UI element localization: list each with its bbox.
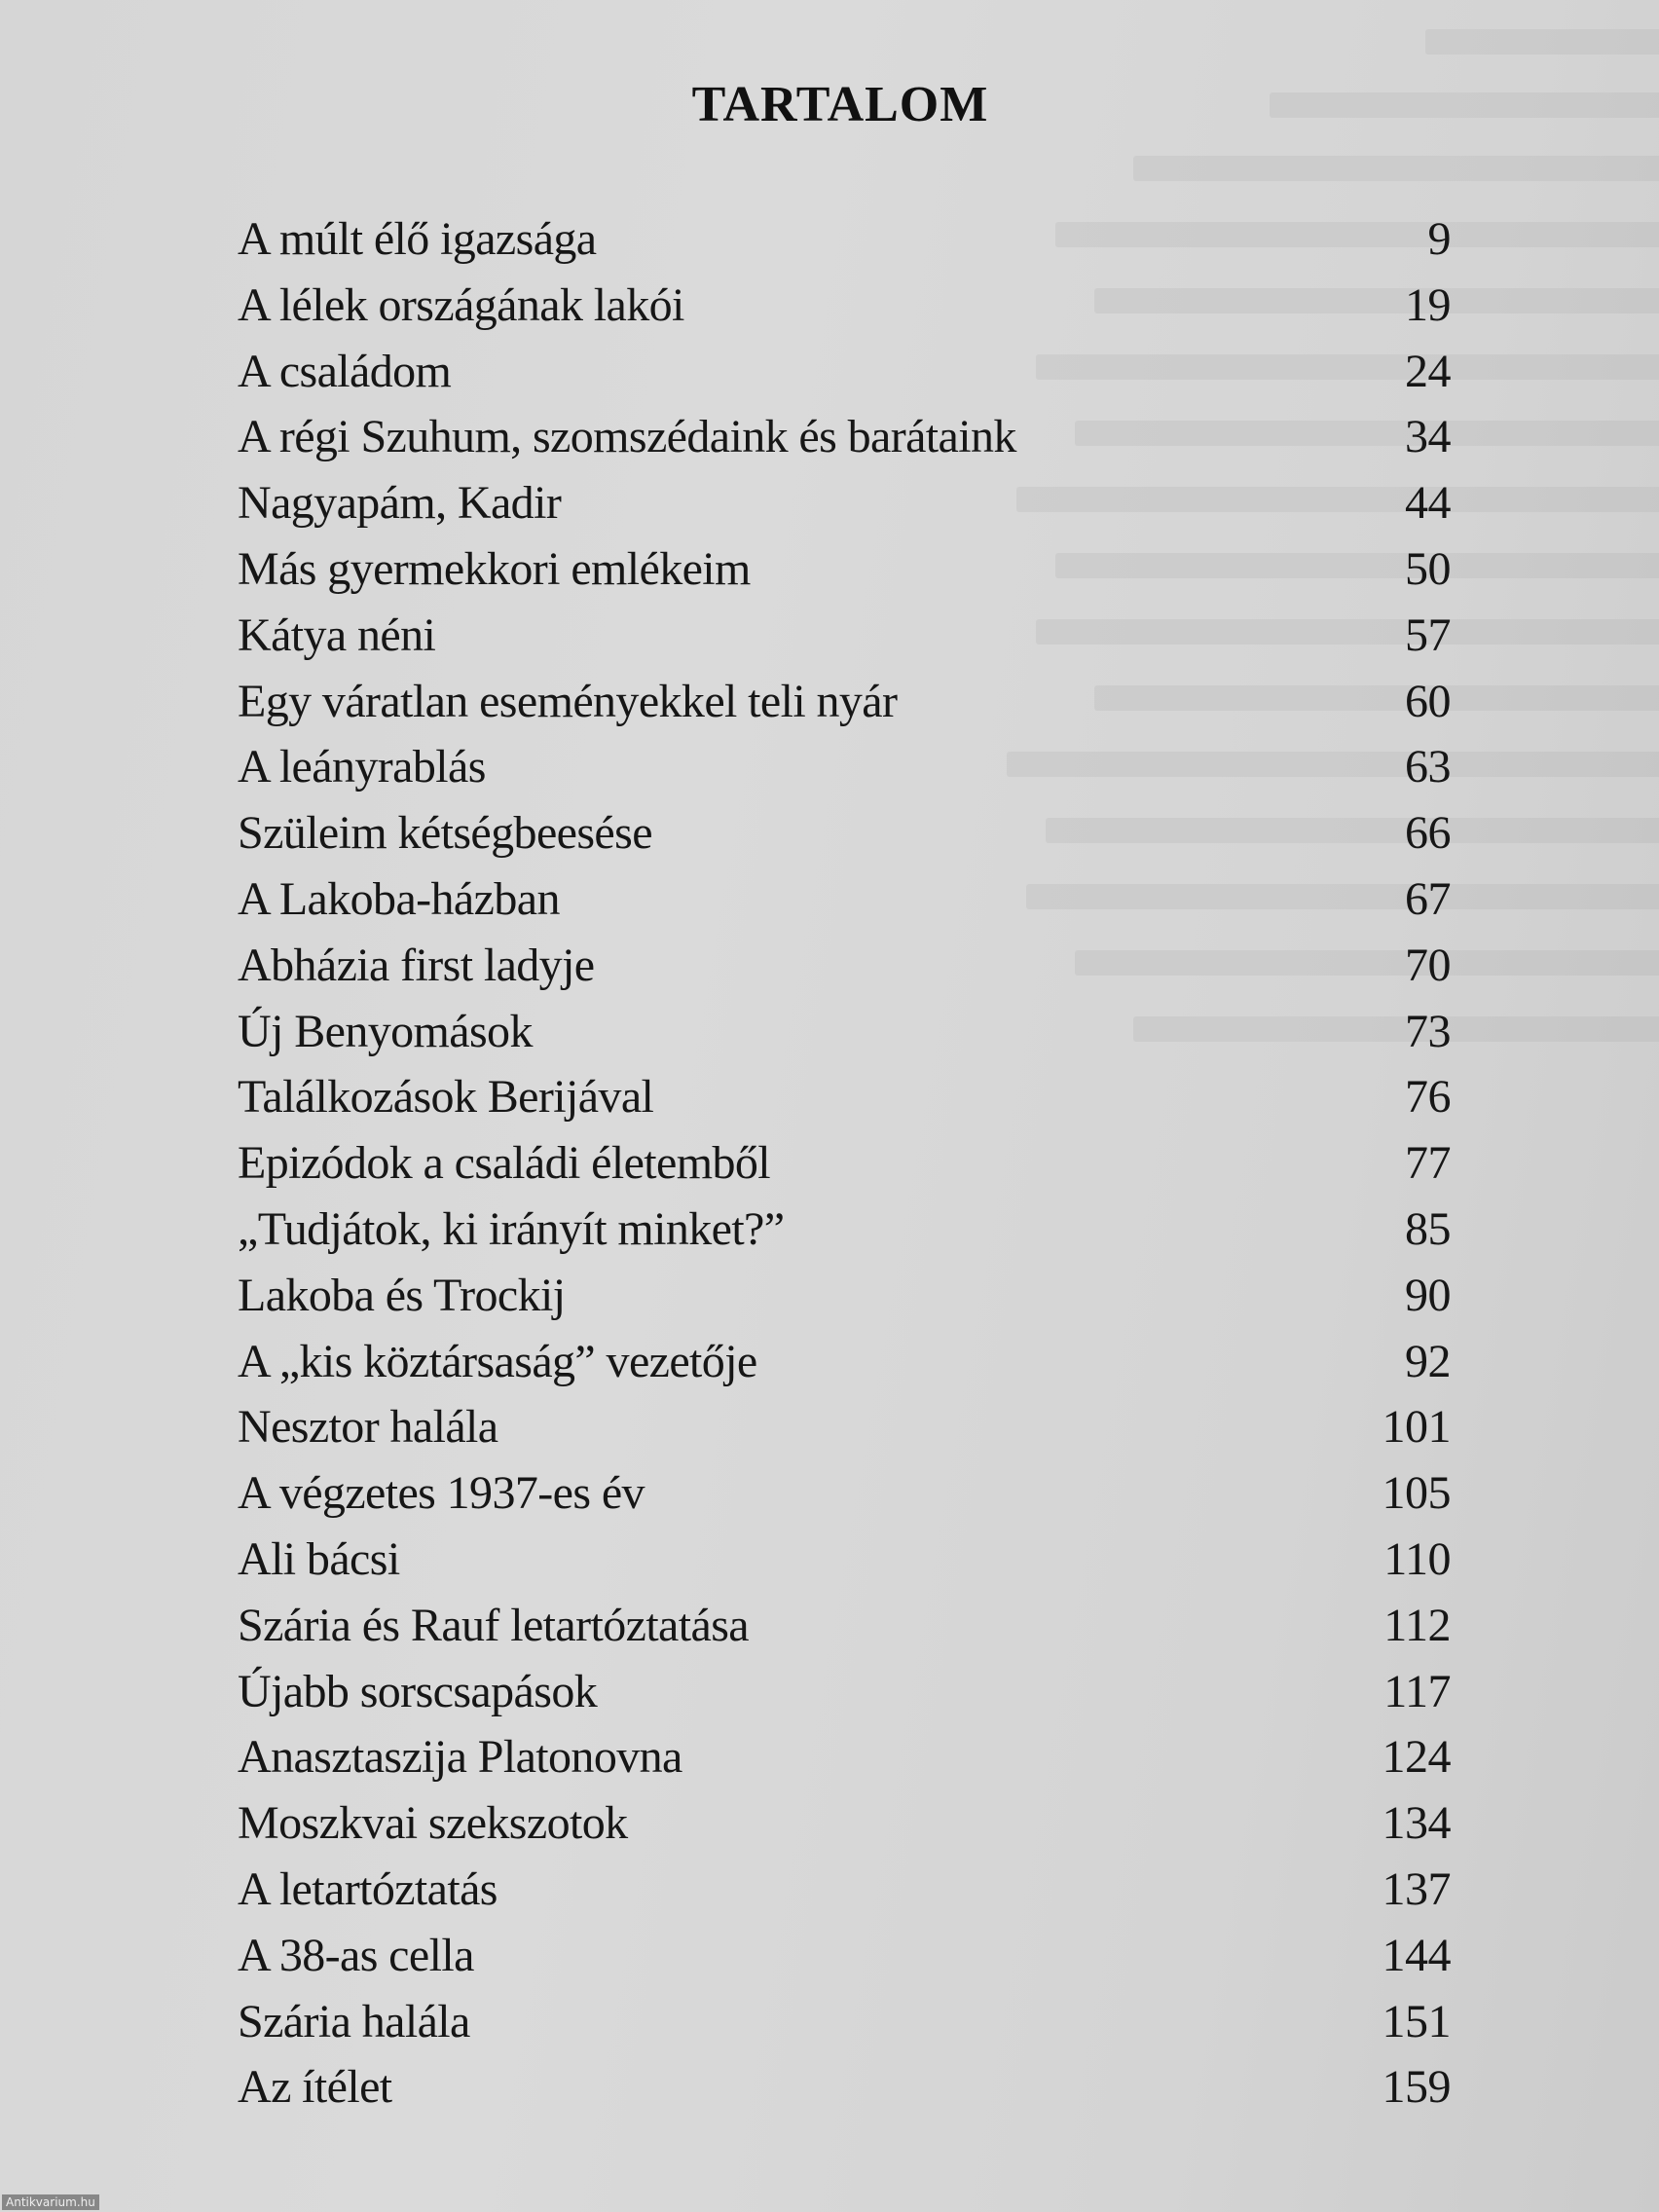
page-title [0,76,1659,133]
toc-entry [238,470,1451,536]
toc-entry [238,1130,1451,1197]
toc-entry-page: 101 [1382,1401,1451,1454]
toc-entry [238,1593,1451,1659]
toc-entry-page: 76 [1405,1071,1451,1124]
toc-entry-page: 105 [1382,1467,1451,1520]
toc-entry-page: 44 [1405,477,1451,530]
toc-entry [238,1263,1451,1329]
toc-entry-page: 144 [1382,1929,1451,1981]
toc-entry-title: Moszkvai szekszotok [238,1797,628,1850]
toc-entry [238,1724,1451,1790]
toc-entry-title: A végzetes 1937-es év [238,1467,645,1520]
toc-entry-title: Új Benyomások [238,1005,533,1057]
toc-entry [238,1394,1451,1460]
toc-entry-page: 77 [1405,1137,1451,1190]
toc-entry-page: 85 [1405,1202,1451,1255]
toc-entry-title: A lélek országának lakói [238,278,684,331]
toc-entry-page: 73 [1405,1005,1451,1057]
toc-entry [238,273,1451,339]
toc-entry-title: Egy váratlan eseményekkel teli nyár [238,675,898,727]
toc-entry [238,1329,1451,1395]
toc-entry-title: A „kis köztársaság” vezetője [238,1335,757,1387]
toc-entry-page: 90 [1405,1269,1451,1321]
watermark: Antikvarium.hu [2,2194,99,2210]
toc-entry-page: 57 [1405,608,1451,661]
toc-entry-title: Szária és Rauf letartóztatása [238,1599,749,1651]
toc-entry-page: 151 [1382,1995,1451,2047]
toc-entry [238,734,1451,800]
toc-entry [238,1197,1451,1263]
toc-entry-page: 63 [1405,741,1451,793]
table-of-contents [238,206,1451,2120]
toc-entry [238,603,1451,669]
toc-entry-page: 9 [1427,213,1451,265]
toc-entry-title: Nesztor halála [238,1401,498,1454]
toc-entry-title: Szüleim kétségbeesése [238,807,652,860]
toc-entry [238,1857,1451,1923]
toc-entry-title: Nagyapám, Kadir [238,477,562,530]
page-title-text: TARTALOM [691,77,989,132]
toc-entry-page: 92 [1405,1335,1451,1387]
toc-entry-title: A leányrablás [238,741,486,793]
toc-entry-title: A régi Szuhum, szomszédaink és barátaink [238,411,1016,463]
toc-entry-page: 50 [1405,542,1451,595]
toc-entry-page: 66 [1405,807,1451,860]
toc-entry-title: Ali bácsi [238,1532,400,1585]
toc-entry [238,1460,1451,1527]
toc-entry-title: A múlt élő igazsága [238,213,597,265]
toc-entry-title: „Tudjátok, ki irányít minket?” [238,1202,785,1255]
toc-entry-title: A Lakoba-házban [238,872,560,925]
toc-entry [238,669,1451,735]
toc-entry-title: Epizódok a családi életemből [238,1137,770,1190]
toc-entry-page: 124 [1382,1731,1451,1784]
toc-entry [238,339,1451,405]
toc-entry [238,404,1451,470]
toc-entry-title: A családom [238,345,452,397]
toc-entry-title: A 38-as cella [238,1929,474,1981]
toc-entry-page: 159 [1382,2061,1451,2114]
toc-entry [238,2054,1451,2120]
toc-entry-page: 112 [1383,1599,1451,1651]
toc-entry [238,1527,1451,1593]
toc-entry [238,1923,1451,1989]
toc-entry-title: Anasztaszija Platonovna [238,1731,682,1784]
toc-entry-page: 110 [1383,1532,1451,1585]
toc-entry [238,536,1451,603]
toc-entry-title: Más gyermekkori emlékeim [238,542,751,595]
toc-entry-title: A letartóztatás [238,1862,498,1915]
toc-entry-page: 134 [1382,1797,1451,1850]
toc-entry-title: Abházia first ladyje [238,939,595,991]
toc-entry [238,1790,1451,1857]
toc-entry-page: 137 [1382,1862,1451,1915]
toc-entry-page: 34 [1405,411,1451,463]
toc-entry [238,999,1451,1065]
toc-entry-title: Kátya néni [238,608,436,661]
toc-entry [238,1989,1451,2055]
toc-entry-title: Lakoba és Trockij [238,1269,566,1321]
toc-entry-page: 67 [1405,872,1451,925]
toc-entry [238,800,1451,866]
toc-entry-page: 60 [1405,675,1451,727]
toc-entry-page: 19 [1405,278,1451,331]
toc-entry [238,1064,1451,1130]
toc-entry [238,206,1451,273]
toc-entry-title: Újabb sorscsapások [238,1665,598,1717]
toc-entry-page: 70 [1405,939,1451,991]
toc-entry [238,933,1451,999]
toc-entry [238,1659,1451,1725]
toc-entry [238,866,1451,933]
toc-entry-page: 117 [1383,1665,1451,1717]
toc-entry-title: Találkozások Berijával [238,1071,654,1124]
toc-entry-page: 24 [1405,345,1451,397]
toc-entry-title: Az ítélet [238,2061,392,2114]
toc-entry-title: Szária halála [238,1995,470,2047]
